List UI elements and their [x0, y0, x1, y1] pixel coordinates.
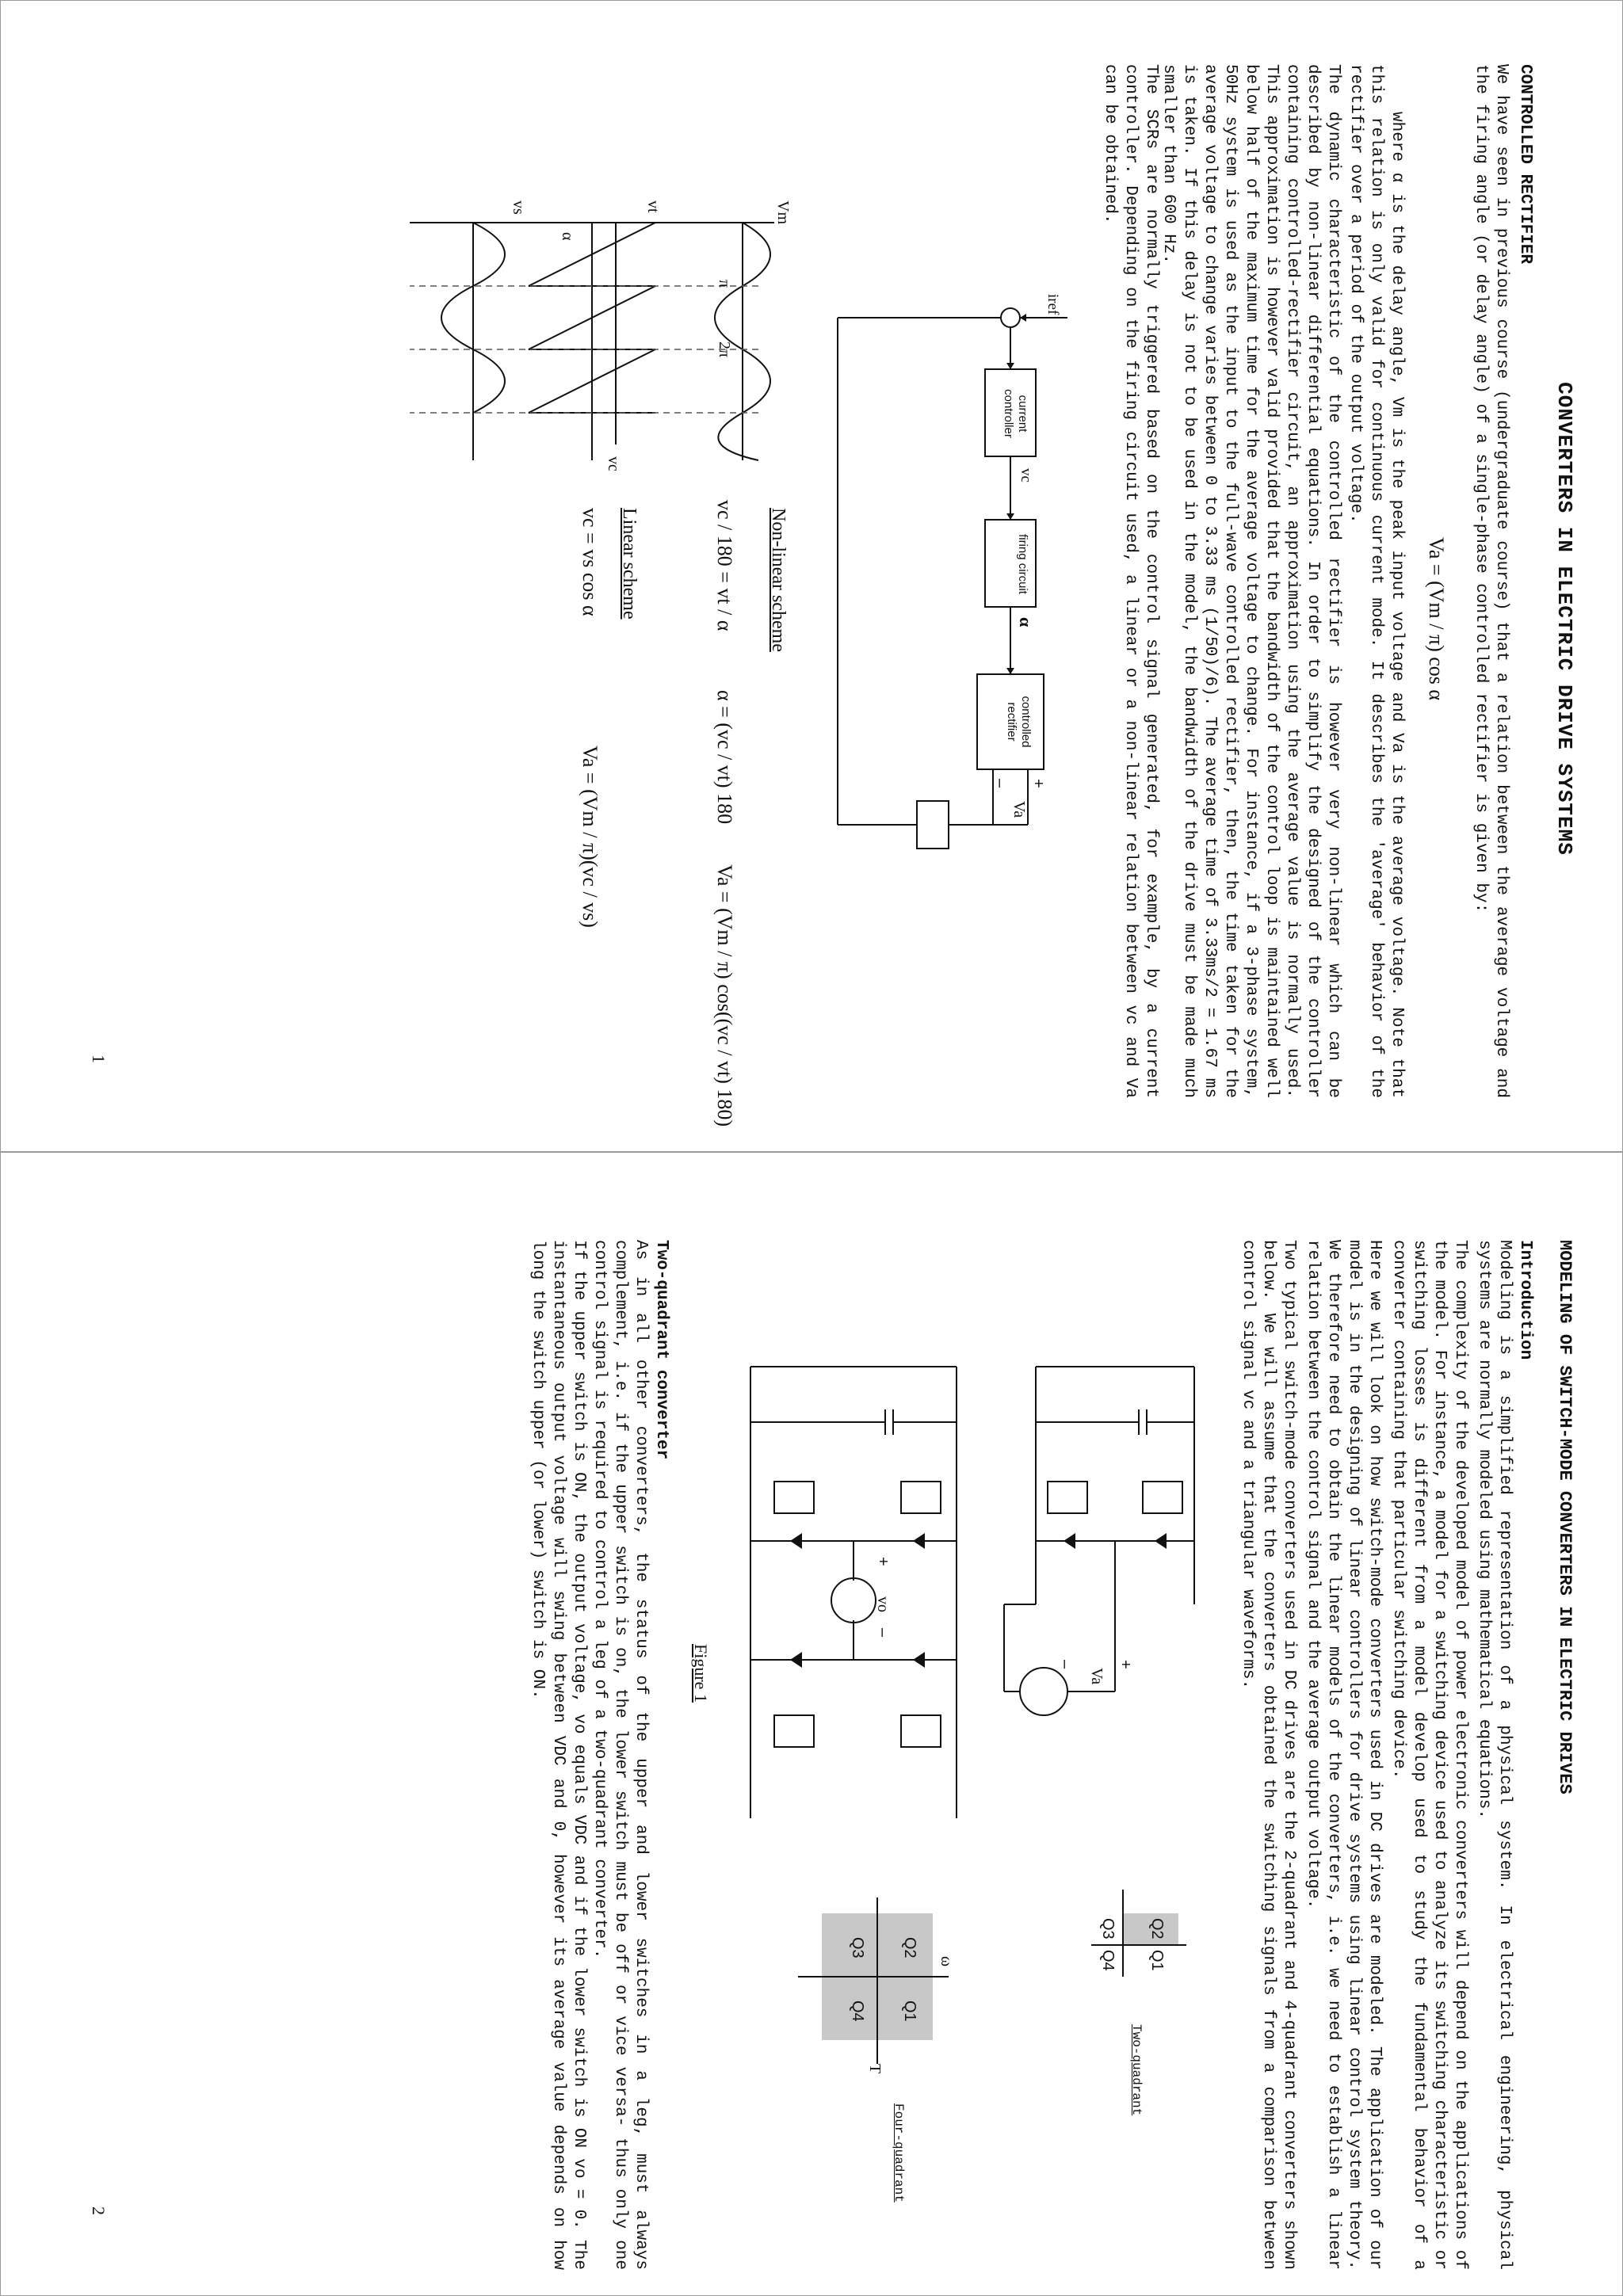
- omega-label: ω: [938, 1956, 955, 1967]
- four-quadrant-caption: Four-quadrant: [892, 2103, 906, 2203]
- va-label: Va: [1010, 801, 1028, 818]
- fq-q1: Q1: [901, 2000, 918, 2022]
- nonlinear-equation-2: α = (vc / vt) 180: [713, 690, 736, 825]
- iref-label: iref: [1044, 294, 1061, 315]
- waveform-vc-label: vc: [605, 456, 622, 471]
- where-paragraph: where α is the delay angle, Vm is the peak input voltage and Va is the average voltage. Note that this relation is only valid for continuous current mode. It describes the 'average' behavior of the rectifier over a period of the output voltage.: [1346, 64, 1406, 1108]
- dynamic-paragraph: The dynamic characteristic of the controlled rectifier is however very non-linear which can be described by non-linear differential equations. In order to simplify the designed of the controller containing controlled-rectifier circuit, an approximation using the average value is normally used. This approximation is however valid provided that the bandwidth of the control loop is maintained well below half of the maximum time for the average voltage to change. For instance, if a 3-phase system, 50Hz system is used as the input to the full-wave controlled rectifier, then, the time taken for the average voltage to change varies between 0 to 3.33 ms (1/50)/6). The average time of 3.33ms/2 = 1.67 ms is taken. If this delay is not to be used in the model, the bandwidth of the drive must be made much smaller than 600 Hz.: [1159, 64, 1342, 1108]
- vc-label: vc: [1018, 468, 1034, 482]
- minus-terminal: –: [991, 779, 1009, 788]
- fq-q4: Q4: [849, 2000, 866, 2022]
- average-voltage-equation: Va = (Vm / π) cos α: [1425, 536, 1448, 701]
- four-quadrant-diagram: [782, 1866, 957, 2072]
- current-controller-block: current controller: [1002, 389, 1029, 438]
- section-heading: CONTROLLED RECTIFIER: [1516, 64, 1534, 265]
- two-quadrant-circuit: [988, 1343, 1210, 1834]
- waveform-alpha-label: α: [559, 232, 576, 241]
- page-1-content: [1, 1, 1622, 1151]
- tq-va-label: Va: [1088, 1668, 1106, 1685]
- two-quadrant-paragraph-2: If the upper switch is ON, the output voltage, vo equals VDC and if the lower switch is ON vo = 0. The instantaneous output voltage will swing between VDC and 0, however its average value depends on how long the switch upper (or lower) switch is ON.: [529, 1240, 588, 2280]
- linear-equation-2: Va = (Vm / π)(vc / vs): [579, 746, 601, 928]
- figure-label: Figure 1: [691, 1644, 711, 1703]
- two-pi-label: 2π: [716, 341, 733, 358]
- nonlinear-scheme-heading: Non-linear scheme: [768, 508, 789, 652]
- fq-minus: –: [874, 1628, 892, 1638]
- tq-q1: Q1: [1148, 1950, 1166, 1971]
- torque-label: T: [866, 2064, 884, 2074]
- page-2-content: [1, 1153, 1622, 2295]
- fq-vo-label: vo: [874, 1596, 892, 1612]
- fq-q3: Q3: [849, 1937, 866, 1958]
- linear-scheme-heading: Linear scheme: [619, 508, 640, 620]
- scr-paragraph: The SCRs are normally triggered based on the control signal generated, for example, by a current controller. Depending on the firing circuit used, a linear or a non-linear relation between vc and Va can be obtained.: [1101, 64, 1160, 1108]
- vs-label: vs: [510, 200, 527, 215]
- intro-paragraph: We have seen in previous course (undergraduate course) that a relation between the average voltage and the firing angle (or delay angle) of a single-phase controlled rectifier is given by:: [1472, 64, 1510, 1108]
- page-title: MODELING OF SWITCH-MODE CONVERTERS IN ELECTRIC DRIVES: [1555, 1240, 1575, 1794]
- two-quadrant-caption: Two-quadrant: [1129, 2024, 1144, 2116]
- pi-label: π: [716, 280, 733, 288]
- firing-circuit-block: firing circuit: [1016, 534, 1029, 594]
- nonlinear-equation-1: vc / 180 = vt / α: [713, 500, 736, 631]
- two-typical-paragraph: Two typical switch-mode converters used in DC drives are the 2-quadrant and 4-quadrant converters shown below. We will assume that the converters obtained the switching signals from a comparison between control signal vc and a triangular waveforms.: [1239, 1240, 1298, 2280]
- four-quadrant-circuit: [719, 1343, 972, 1850]
- two-quadrant-heading: Two-quadrant converter: [652, 1240, 670, 1460]
- plus-terminal: +: [1029, 779, 1047, 788]
- page-2: [0, 1152, 1623, 2296]
- vm-label: Vm: [774, 200, 792, 224]
- linear-equation-1: vc = vs cos α: [579, 508, 601, 616]
- control-block-diagram: [798, 199, 1075, 880]
- vt-label: vt: [644, 200, 662, 213]
- controlled-rectifier-block: controlled rectifier: [1005, 696, 1033, 751]
- tq-q4: Q4: [1099, 1950, 1117, 1971]
- page-title: CONVERTERS IN ELECTRIC DRIVE SYSTEMS: [1552, 382, 1576, 856]
- waveform-diagram: [394, 191, 790, 476]
- alpha-label: α: [1016, 617, 1036, 627]
- tq-q3: Q3: [1099, 1918, 1117, 1939]
- two-quadrant-paragraph: As in all other converters, the status of the upper and lower switches in a leg, must always complement, i.e. if the upper switch is on, the lower switch must be off or vice versa- thus only one control signal is required to control a leg of a two-quadrant converter.: [590, 1240, 650, 2280]
- nonlinear-equation-3: Va = (Vm / π) cos((vc / vt) 180): [713, 864, 736, 1127]
- tq-q2: Q2: [1148, 1918, 1166, 1939]
- here-paragraph: Here we will look on how switch-mode converters used in DC drives are modeled. The application of our model is in the designing of linear controllers for drive systems using linear control system theory. We therefore need to obtain the linear models of the converters, i.e. we need to establish a linear relation between the control signal and the average output voltage.: [1304, 1240, 1384, 2280]
- tq-plus: +: [1117, 1660, 1134, 1669]
- fq-plus: +: [874, 1557, 892, 1566]
- intro-paragraph: Modeling is a simplified representation of a physical system. In electrical engineering, physical systems are normally modeled using mathematical equations.: [1475, 1240, 1514, 2280]
- introduction-heading: Introduction: [1516, 1240, 1534, 1360]
- page-number: 2: [89, 2206, 109, 2215]
- page-number: 1: [89, 1055, 109, 1063]
- tq-minus: –: [1056, 1660, 1074, 1669]
- fq-q2: Q2: [901, 1937, 918, 1958]
- complexity-paragraph: The complexity of the developed model of power electronic converters will depend on the applications of the model. For instance, a model for a switching device used to analyze its switching characteristic or switching losses is different from a model develop used to study the fundamental behavior of a converter containing that particular switching device.: [1389, 1240, 1469, 2280]
